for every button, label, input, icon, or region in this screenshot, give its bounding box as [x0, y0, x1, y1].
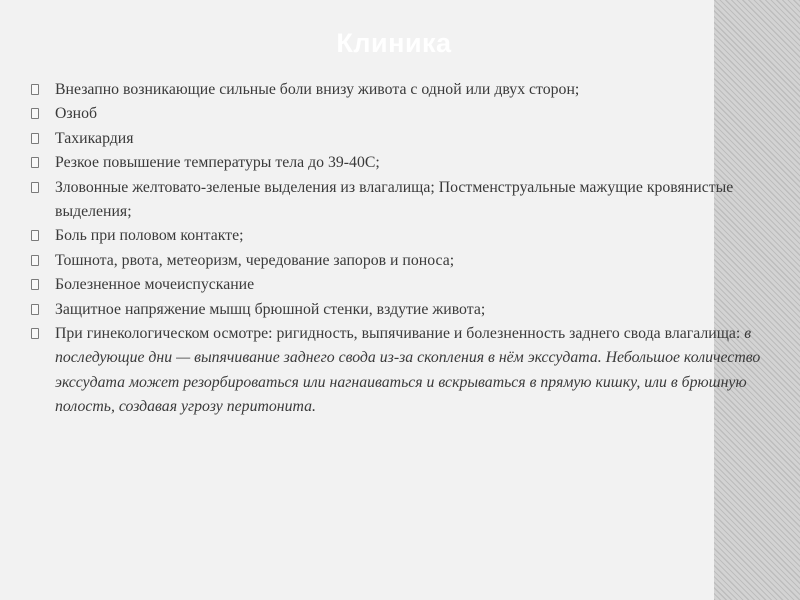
- list-item: [31, 176, 791, 225]
- bullet-icon: [31, 328, 39, 339]
- bullet-icon: [31, 230, 39, 241]
- bullet-icon: [31, 133, 39, 144]
- list-item-text: Боль при половом контакте;: [55, 227, 244, 245]
- list-item-text: Внезапно возникающие сильные боли внизу живота с одной или двух сторон;: [55, 81, 580, 98]
- bullet-icon: [31, 108, 39, 119]
- list-item: [31, 273, 791, 297]
- list-item: [31, 151, 791, 175]
- list-item-text: Зловонные желтовато-зеленые выделения из влагалища; Постменструальные мажущие кровянистые выделения;: [55, 178, 734, 221]
- list-item-text: Резкое повышение температуры тела до 39-40С;: [55, 154, 380, 172]
- list-item: [31, 249, 791, 273]
- list-item-text: При гинекологическом осмотре: ригидность, выпячивание и болезненность заднего свода влагалища:: [55, 325, 745, 343]
- list-item: [31, 127, 791, 151]
- list-item-text: Болезненное мочеиспускание: [55, 276, 255, 294]
- list-item: [31, 224, 791, 248]
- bullet-list: [31, 78, 791, 420]
- list-item-text: Тошнота, рвота, метеоризм, чередование запоров и поноса;: [55, 251, 455, 269]
- list-item-italic-text: в последующие дни — выпячивание заднего свода из-за скопления в нём экссудата. Небольшое количество экссудата может резорбироваться или нагнаиваться и вскрываться в прямую кишку, или в брюшную полость, создавая угрозу перитонита.: [55, 325, 761, 416]
- list-item-text: Защитное напряжение мышц брюшной стенки, вздутие живота;: [55, 300, 486, 318]
- slide-title: Клиника: [336, 28, 452, 58]
- bullet-icon: [31, 157, 39, 168]
- list-item: [31, 78, 791, 102]
- bullet-icon: [31, 84, 39, 95]
- bullet-icon: [31, 182, 39, 193]
- bullet-icon: [31, 255, 39, 266]
- bullet-icon: [31, 304, 39, 315]
- list-item-text: Озноб: [55, 105, 98, 123]
- list-item: [31, 322, 791, 420]
- list-item: [31, 102, 791, 126]
- list-item: [31, 298, 791, 322]
- list-item-text: Тахикардия: [55, 129, 134, 147]
- bullet-icon: [31, 279, 39, 290]
